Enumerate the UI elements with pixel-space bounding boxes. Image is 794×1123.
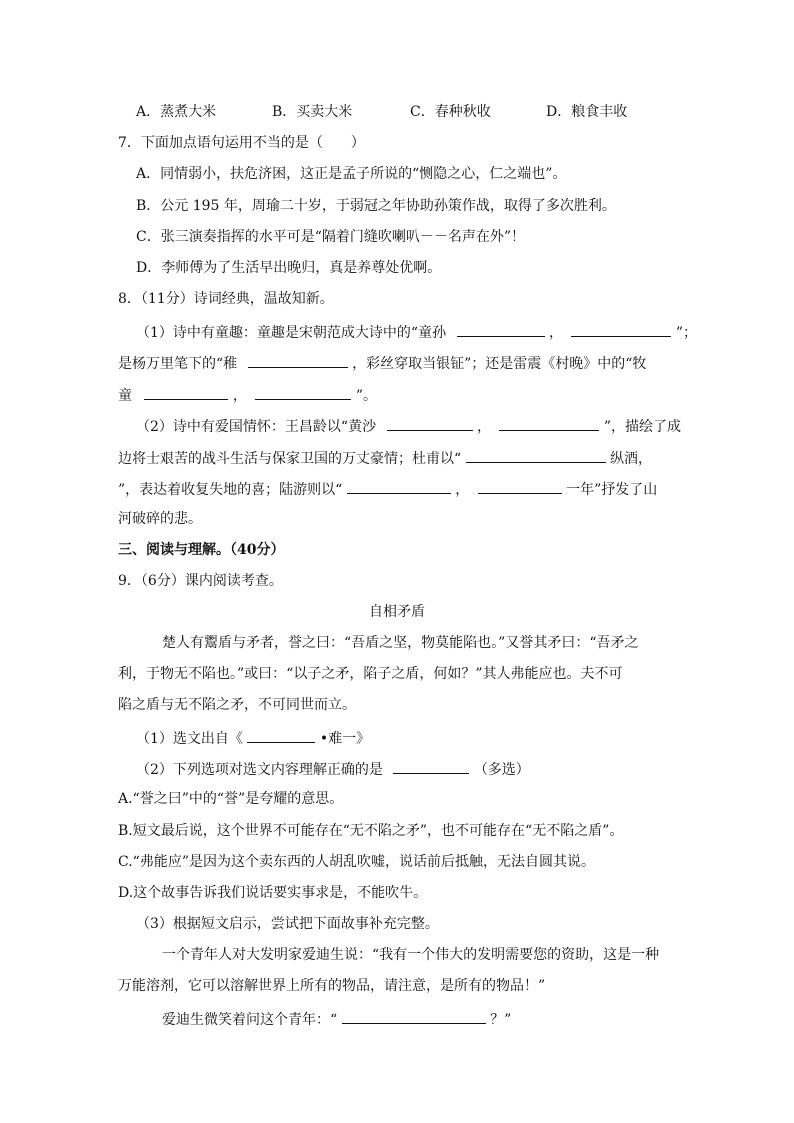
text: 爱迪生微笑着问这个青年：“: [162, 1012, 338, 1028]
q8-part1-line1: [136, 322, 697, 342]
q7-option-c: C．张三演奏指挥的水平可是“隔着门缝吹喇叭－－名声在外”！: [136, 229, 526, 245]
q8-part2-line4: 河破碎的悲。: [118, 511, 202, 527]
q9-stem: 9．（6分）课内阅读考查。: [118, 573, 283, 589]
text: ，: [232, 388, 247, 404]
answer-blank[interactable]: [571, 322, 671, 337]
answer-blank[interactable]: [393, 759, 469, 774]
q7-stem: 7．下面加点语句运用不当的是（ ）: [118, 135, 365, 151]
story-line-2: 万能溶剂，它可以溶解世界上所有的物品，请注意，是所有的物品！”: [118, 978, 546, 994]
text: 童: [118, 388, 132, 404]
q8-part2-line3: [118, 479, 657, 499]
passage-line-3: 陷之盾与无不陷之矛，不可同世而立。: [118, 697, 356, 713]
passage-line-1: 楚人有鬻盾与矛者，誉之曰：“吾盾之坚，物莫能陷也。”又誉其矛曰：“吾矛之: [162, 635, 639, 651]
q6-option-d: D．粮食丰收: [546, 104, 628, 120]
text: （多选）: [473, 762, 530, 778]
text: ”。: [355, 388, 377, 404]
q9-option-a: A.“誉之曰”中的“誉”是夸耀的意思。: [118, 791, 344, 807]
q9-option-d: D.这个故事告诉我们说话要实事求是，不能吹牛。: [118, 885, 428, 901]
answer-blank[interactable]: [347, 479, 451, 494]
text: ，: [548, 325, 563, 341]
q6-option-a: A．蒸煮大米: [136, 104, 217, 120]
answer-blank[interactable]: [499, 416, 599, 431]
text: （2）诗中有爱国情怀：王昌龄以“黄沙: [136, 419, 377, 435]
q9-sub3: （3）根据短文启示，尝试把下面故事补充完整。: [136, 916, 439, 932]
q8-part1-line3: [118, 385, 377, 405]
q8-part1-line2: [118, 353, 646, 373]
q6-option-b: B．买卖大米: [272, 104, 353, 120]
text: （2）下列选项对选文内容理解正确的是: [136, 762, 383, 778]
story-line-3: [162, 1009, 511, 1029]
answer-blank[interactable]: [466, 448, 606, 463]
q9-option-c: C.“弗能应”是因为这个卖东西的人胡乱吹嘘，说话前后抵触，无法自圆其说。: [118, 854, 595, 870]
text: （1）选文出自《: [136, 731, 243, 747]
text: ”；: [675, 325, 698, 341]
q7-option-b: B．公元 195 年，周瑜二十岁，于弱冠之年协助孙策作战，取得了多次胜利。: [136, 198, 616, 214]
text: •难一》: [319, 731, 371, 747]
passage-line-2: 利，于物无不陷也。”或曰：“以子之矛，陷子之盾，何如？”其人弗能应也。夫不可: [118, 666, 623, 682]
q8-part2-line2: [118, 448, 652, 468]
answer-blank[interactable]: [457, 322, 545, 337]
q8-part2-line1: [136, 416, 681, 436]
text: ”，描绘了成: [603, 419, 682, 435]
text: （1）诗中有童趣：童趣是宋朝范成大诗中的“童孙: [136, 325, 447, 341]
text: ，: [476, 419, 491, 435]
text: 是杨万里笔下的“稚: [118, 356, 238, 372]
text: 边将士艰苦的战斗生活与保家卫国的万丈豪情；杜甫以“: [118, 451, 462, 467]
answer-blank[interactable]: [387, 416, 473, 431]
answer-blank[interactable]: [247, 728, 315, 743]
q8-stem: 8．（11分）诗词经典，温故知新。: [118, 291, 334, 307]
section-heading: 三、阅读与理解。（40分）: [118, 542, 285, 558]
q9-option-b: B.短文最后说，这个世界不可能存在“无不陷之矛”，也不可能存在“无不陷之盾”。: [118, 823, 624, 839]
text: 一年”抒发了山: [566, 482, 658, 498]
q9-sub1: [136, 728, 370, 748]
text: ？”: [490, 1012, 512, 1028]
passage-title: 自相矛盾: [369, 604, 425, 620]
text: ，: [455, 482, 470, 498]
q7-option-d: D．李师傅为了生活早出晚归，真是养尊处优啊。: [136, 260, 442, 276]
answer-blank[interactable]: [342, 1009, 486, 1024]
answer-blank[interactable]: [144, 385, 228, 400]
story-line-1: 一个青年人对大发明家爱迪生说：“我有一个伟大的发明需要您的资助，这是一种: [162, 947, 660, 963]
answer-blank[interactable]: [255, 385, 351, 400]
text: ”，表达着收复失地的喜；陆游则以“: [118, 482, 343, 498]
answer-blank[interactable]: [248, 353, 348, 368]
q6-option-c: C．春种秋收: [410, 104, 491, 120]
text: ，彩丝穿取当银钲”；还是雷震《村晚》中的“牧: [352, 356, 647, 372]
answer-blank[interactable]: [478, 479, 562, 494]
q7-option-a: A．同情弱小，扶危济困，这正是孟子所说的“恻隐之心，仁之端也”。: [136, 166, 567, 182]
text: 纵酒，: [610, 451, 653, 467]
q9-sub2: [136, 759, 530, 779]
